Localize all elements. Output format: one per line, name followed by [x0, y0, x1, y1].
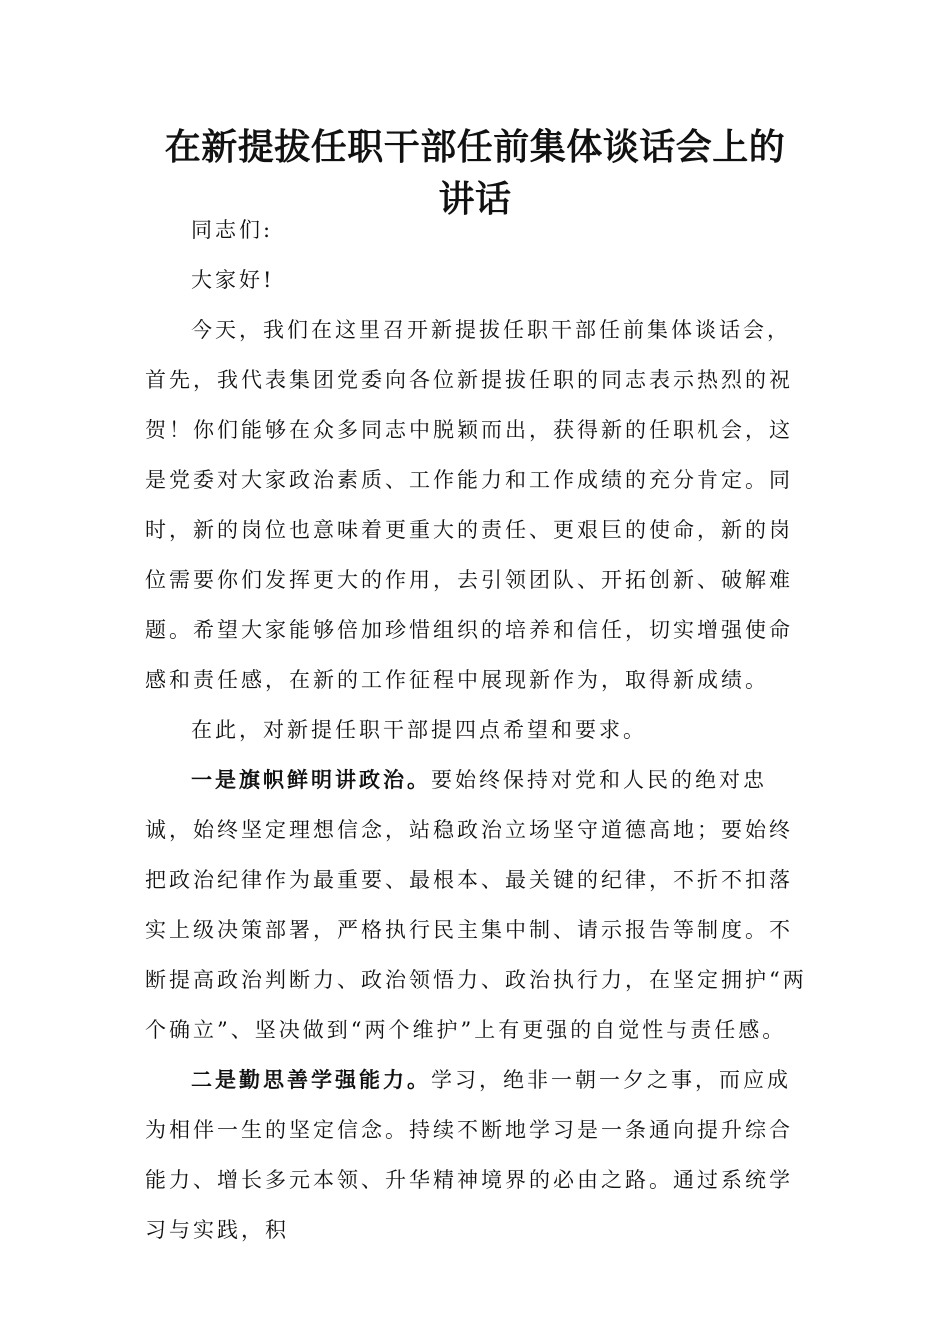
salutation: 同志们: — [191, 218, 274, 242]
paragraph-intro-points: 在此，对新提任职干部提四点希望和要求。 — [191, 718, 647, 742]
greeting: 大家好! — [191, 268, 275, 292]
paragraph-opening: 今天，我们在这里召开新提拔任职干部任前集体谈话会，首先，我代表集团党委向各位新提拔任职的同志表示热烈的祝贺！你们能够在众多同志中脱颖而出，获得新的任职机会，这是党委对大家政治素质、工作能力和工作成绩的充分肯定。同时，新的岗位也意味着更重大的责任、更艰巨的使命，新的岗位需要你们发挥更大的作用，去引领团队、开拓创新、破解难题。希望大家能够倍加珍惜组织的培养和信任，切实增强使命感和责任感，在新的工作征程中展现新作为，取得新成绩。 — [145, 318, 793, 692]
point-paragraph-1 — [145, 755, 810, 1055]
document-title: 在新提拔任职干部任前集体谈话会上的讲话 — [164, 127, 786, 220]
document-body — [145, 205, 810, 1255]
point-text-2: 学习，绝非一朝一夕之事，而应成为相伴一生的坚定信念。持续不断地学习是一条通向提升综合能力、增长多元本领、升华精神境界的必由之路。通过系统学习与实践，积 — [145, 1068, 793, 1242]
point-lead-1: 一是旗帜鲜明讲政治。 — [191, 768, 431, 792]
point-lead-2: 二是勤思善学强能力。 — [191, 1068, 431, 1092]
point-paragraph-2 — [145, 1055, 810, 1255]
point-text-1: 要始终保持对党和人民的绝对忠诚，始终坚定理想信念，站稳政治立场坚守道德高地；要始终把政治纪律作为最重要、最根本、最关键的纪律，不折不扣落实上级决策部署，严格执行民主集中制、请示报告等制度。不断提高政治判断力、政治领悟力、政治执行力，在坚定拥护“两个确立”、坚决做到“两个维护”上有更强的自觉性与责任感。 — [145, 768, 807, 1042]
